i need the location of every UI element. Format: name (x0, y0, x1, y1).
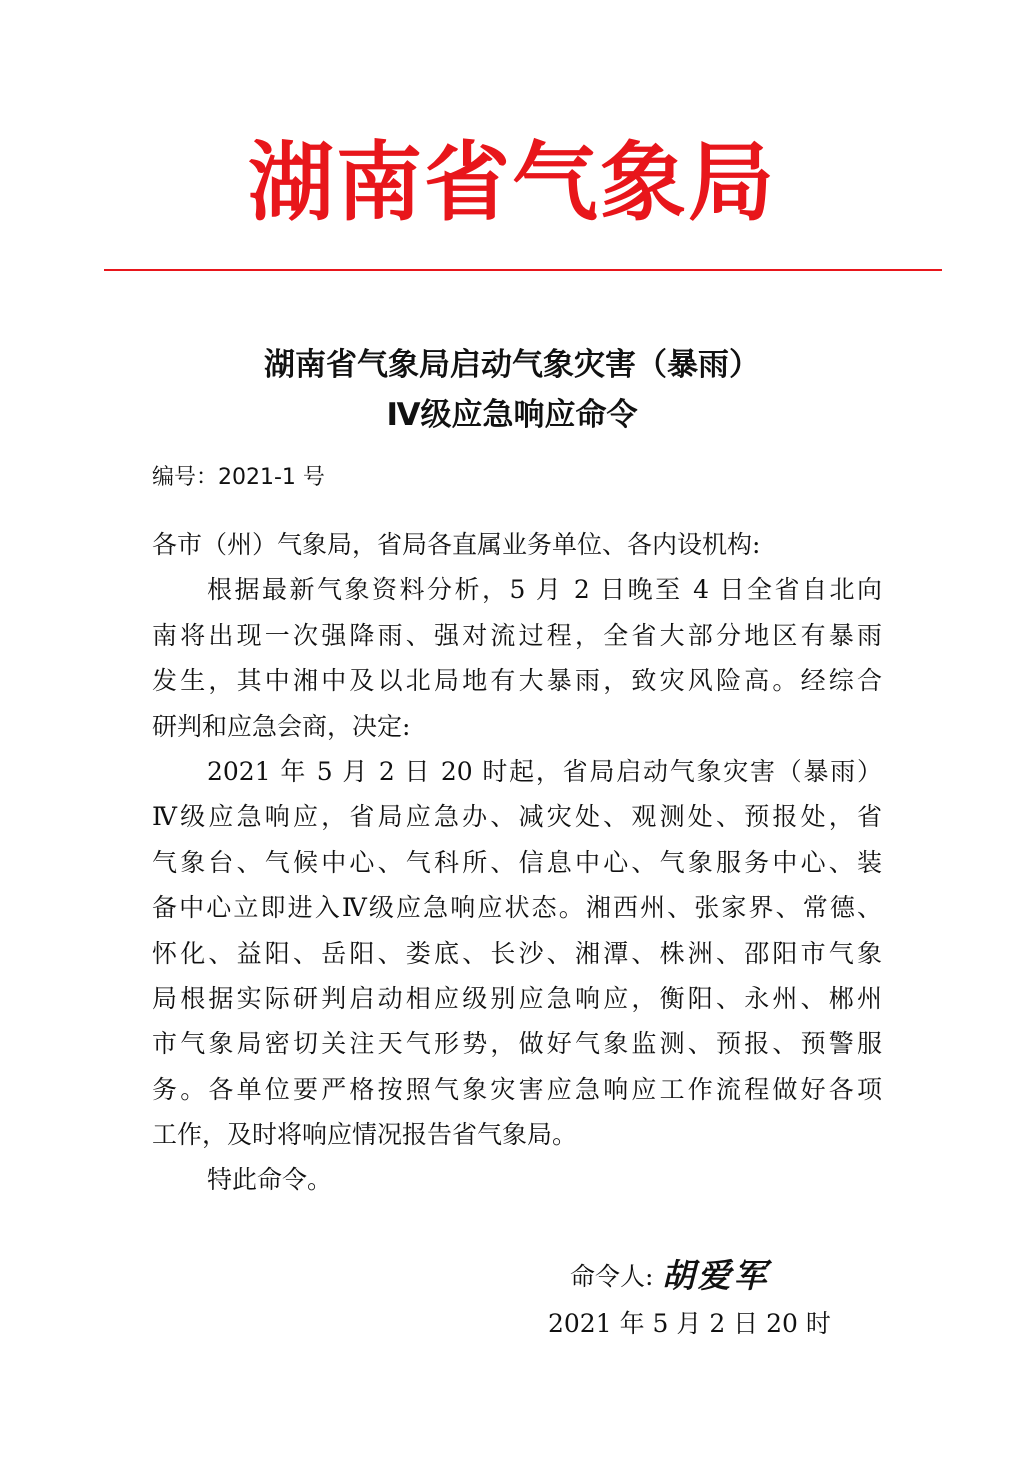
paragraph-line: 气象台、气候中心、气科所、信息中心、气象服务中心、装 (152, 847, 882, 877)
signature-name: 胡爱军 (661, 1256, 770, 1295)
signature-label: 命令人: (570, 1262, 654, 1291)
paragraph-line: 工作，及时将响应情况报告省气象局。 (152, 1120, 578, 1150)
red-divider-rule (104, 269, 942, 271)
paragraph-line: 备中心立即进入Ⅳ级应急响应状态。湘西州、张家界、常德、 (152, 893, 882, 923)
addressee: 各市（州）气象局，省局各直属业务单位、各内设机构: (152, 530, 761, 559)
paragraph-line: Ⅳ级应急响应，省局应急办、减灾处、观测处、预报处，省 (152, 802, 882, 832)
paragraph-line: 局根据实际研判启动相应级别应急响应，衡阳、永州、郴州 (152, 983, 882, 1013)
document-title-line-2: Ⅳ级应急响应命令 (386, 397, 638, 433)
paragraph-2 (152, 749, 882, 1158)
signature-date: 2021 年 5 月 2 日 20 时 (548, 1309, 831, 1338)
paragraph-line: 南将出现一次强降雨、强对流过程，全省大部分地区有暴雨 (152, 620, 882, 650)
paragraph-line: 务。各单位要严格按照气象灾害应急响应工作流程做好各项 (152, 1074, 882, 1104)
document-title-line-1: 湖南省气象局启动气象灾害（暴雨） (264, 347, 760, 383)
document-number: 编号：2021-1 号 (152, 465, 325, 490)
document-body (152, 522, 882, 1203)
signature-block (570, 1254, 769, 1299)
paragraph-line: 研判和应急会商，决定: (152, 711, 411, 741)
paragraph-1 (152, 567, 882, 749)
paragraph-line: 怀化、益阳、岳阳、娄底、长沙、湘潭、株洲、邵阳市气象 (152, 938, 882, 968)
closing-line: 特此命令。 (207, 1165, 333, 1195)
document-title (0, 340, 1024, 440)
paragraph-line: 发生，其中湘中及以北局地有大暴雨，致灾风险高。经综合 (152, 666, 882, 696)
masthead: 湖南省气象局 (248, 132, 776, 233)
paragraph-line: 根据最新气象资料分析，5 月 2 日晚至 4 日全省自北向 (207, 575, 882, 605)
paragraph-line: 2021 年 5 月 2 日 20 时起，省局启动气象灾害（暴雨） (207, 756, 882, 786)
paragraph-line: 市气象局密切关注天气形势，做好气象监测、预报、预警服 (152, 1029, 882, 1059)
